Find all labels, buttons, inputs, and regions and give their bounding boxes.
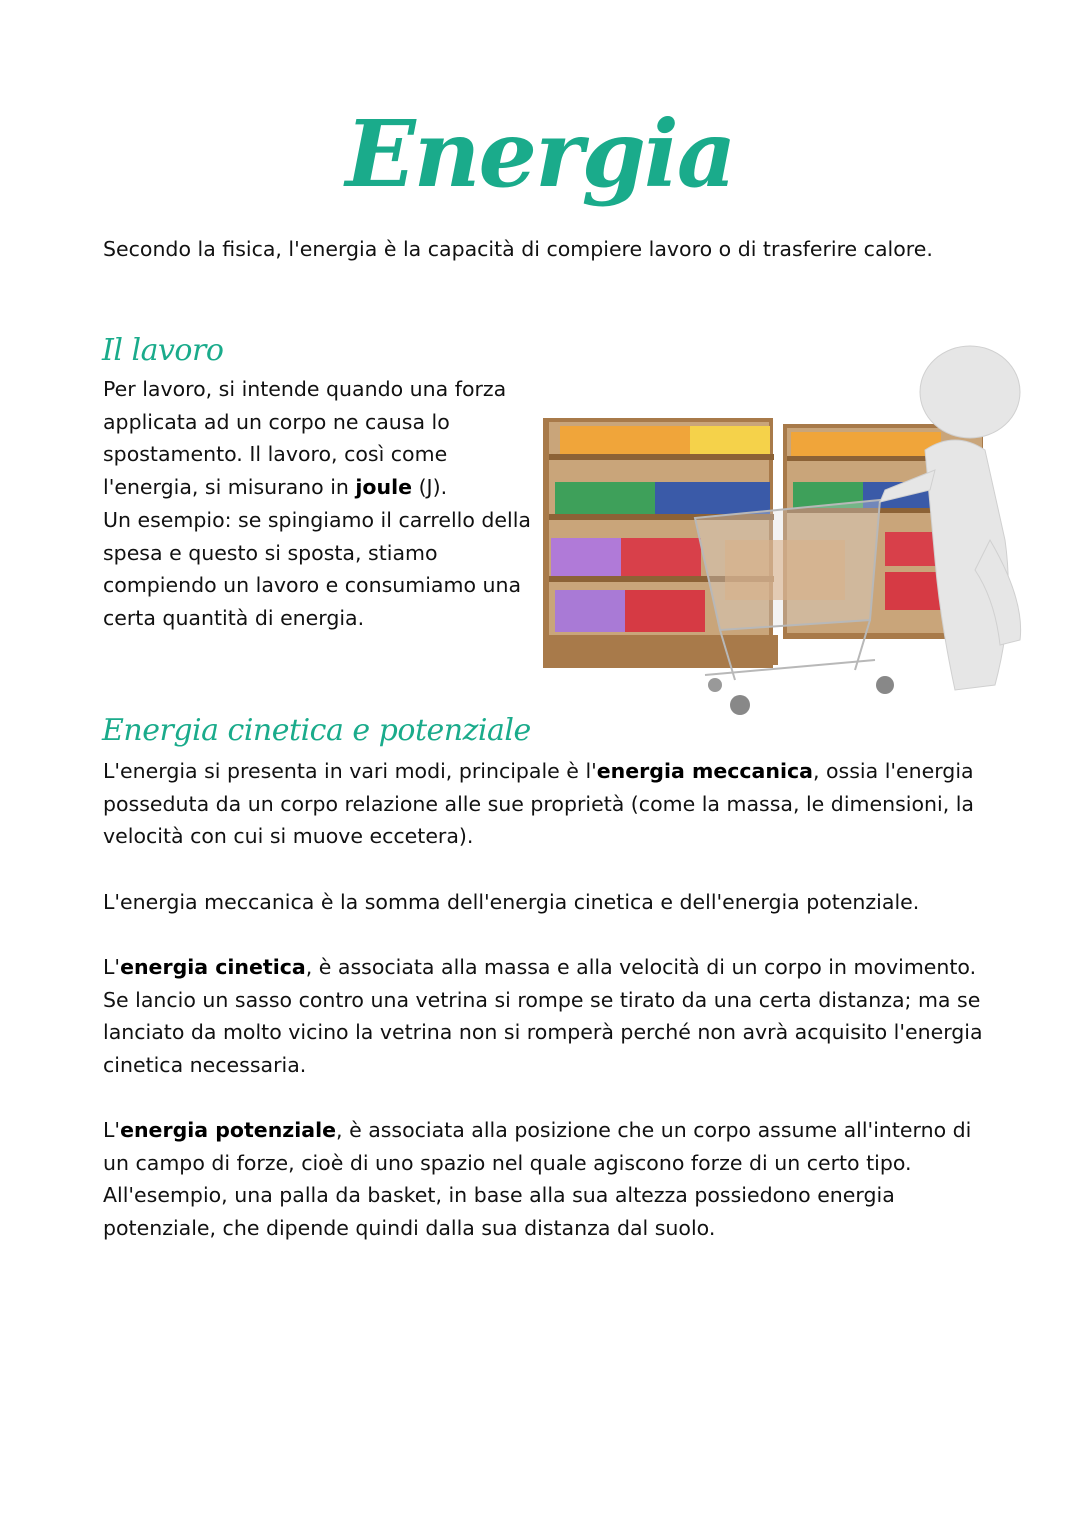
lavoro-text-start: Per lavoro, si intende quando una forza applicata ad un corpo ne causa lo spostamento. Il lavoro, così come l'energia, si misurano in <box>103 377 507 500</box>
shelf-row-bottles <box>560 426 770 454</box>
heading-il-lavoro: Il lavoro <box>102 333 224 368</box>
page-title: Energia <box>345 100 735 208</box>
somma-paragraph: L'energia meccanica è la somma dell'energia cinetica e dell'energia potenziale. <box>103 890 920 914</box>
intro-paragraph: Secondo la fisica, l'energia è la capacità di compiere lavoro o di trasferire calore. <box>103 237 933 261</box>
p1-text-end: , ossia l'energia posseduta da un corpo relazione alle sue proprietà (come la massa, le dimensioni, la velocità con cui si muove eccetera). <box>103 759 974 849</box>
lavoro-example: Un esempio: se spingiamo il carrello della spesa e questo si sposta, stiamo compiendo un lavoro e consumiamo una certa quantità di energia. <box>103 507 531 630</box>
energia-cinetica-bold: energia cinetica <box>120 955 306 979</box>
energia-potenziale-paragraph <box>103 1114 983 1245</box>
p4-text-end: , è associata alla posizione che un corpo assume all'interno di un campo di forze, cioè di uno spazio nel quale agiscono forze di un certo tipo. All'esempio, una palla da basket, in base alla sua altezza possiedono energia potenziale, che dipende quindi dalla sua distanza dal suolo. <box>103 1118 972 1241</box>
energia-potenziale-bold: energia potenziale <box>120 1118 337 1142</box>
p3-text-end: , è associata alla massa e alla velocità di un corpo in movimento. Se lancio un sasso contro una vetrina si rompe se tirato da una certa distanza; ma se lanciato da molto vicino la vetrina non si romperà perché non avrà acquisito l'energia cinetica necessaria. <box>103 955 983 1078</box>
heading-energia-cinetica-potenziale: Energia cinetica e potenziale <box>102 713 531 748</box>
p3-text-start: L' <box>103 955 121 979</box>
joule-bold: joule <box>355 475 413 500</box>
lavoro-text-end: (J). <box>412 475 448 500</box>
energia-meccanica-paragraph <box>103 755 983 853</box>
p1-text-start: L'energia si presenta in vari modi, principale è l' <box>103 759 597 783</box>
shopping-cart-illustration <box>535 340 1030 730</box>
lavoro-paragraph <box>103 373 543 635</box>
energia-meccanica-bold: energia meccanica <box>596 759 813 783</box>
p4-text-start: L' <box>103 1118 121 1142</box>
energia-cinetica-paragraph <box>103 951 983 1082</box>
